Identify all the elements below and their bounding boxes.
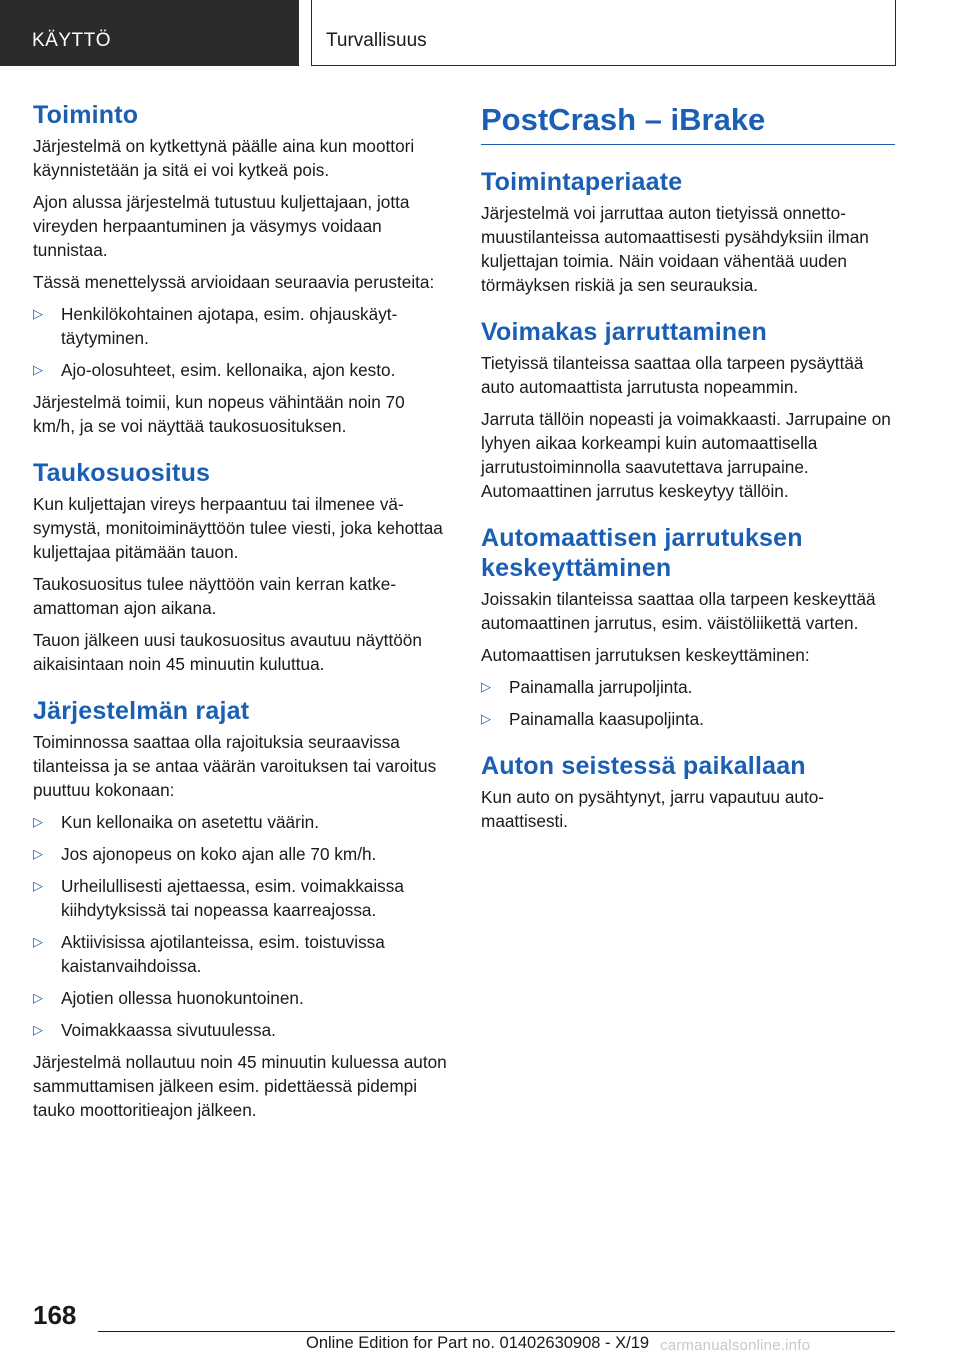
list-item-text: Painamalla jarrupoljinta.: [509, 677, 693, 697]
list-item: [481, 675, 895, 699]
left-column: [33, 100, 449, 1130]
list-item: [33, 842, 449, 866]
paragraph: Järjestelmä nollautuu noin 45 minuutin kuluessa auton sammuttamisen jälkeen esim. pidettäessä pidempi tauko moottoritieajon jälkeen.: [33, 1052, 447, 1120]
triangle-bullet-icon: ▷: [481, 711, 491, 726]
paragraph: Kun kuljettajan vireys herpaantuu tai ilmenee väsymystä, monitoiminäyttöön tulee viesti, joka kehottaa kuljettajaa pitämään tauon.: [33, 494, 443, 562]
page-footer: [0, 1290, 960, 1362]
paragraph: Jarruta tällöin nopeasti ja voimakkaasti. Jarrupaine on lyhyen aikaa korkeampi kuin automaattisella jarrutustoiminnolla saavutettava jarrupaine. Automaattinen jarrutus keskeytyy tällöin.: [481, 409, 891, 501]
heading-jarrutuksen-keskeyttaminen: Automaattisen jarrutuksen keskeyttäminen: [481, 524, 803, 582]
list-item: [33, 874, 449, 922]
triangle-bullet-icon: ▷: [33, 1022, 43, 1037]
paragraph: Automaattisen jarrutuksen keskeyttäminen:: [481, 645, 810, 665]
criteria-list: [33, 302, 449, 382]
paragraph: Kun auto on pysähtynyt, jarru vapautuu automaattisesti.: [481, 787, 825, 831]
footer-divider: [98, 1331, 895, 1332]
heading-toiminto: Toiminto: [33, 101, 139, 129]
paragraph: Järjestelmä toimii, kun nopeus vähintään noin 70 km/h, ja se voi näyttää taukosuosituksen.: [33, 392, 405, 436]
list-item-text: Ajo-olosuhteet, esim. kellonaika, ajon kesto.: [61, 360, 396, 380]
list-item-text: Urheilullisesti ajettaessa, esim. voimakkaissa kiihdytyksissä tai nopeassa kaarreajossa.: [61, 876, 404, 920]
heading-taukosuositus: Taukosuositus: [33, 459, 211, 487]
triangle-bullet-icon: ▷: [33, 934, 43, 949]
heading-auton-seistessa: Auton seistessä paikallaan: [481, 752, 806, 780]
triangle-bullet-icon: ▷: [33, 878, 43, 893]
triangle-bullet-icon: ▷: [481, 679, 491, 694]
heading-toimintaperiaate: Toimintaperiaate: [481, 168, 683, 196]
triangle-bullet-icon: ▷: [33, 306, 43, 321]
heading-jarjestelman-rajat: Järjestelmän rajat: [33, 697, 250, 725]
list-item-text: Jos ajonopeus on koko ajan alle 70 km/h.: [61, 844, 377, 864]
paragraph: Tauon jälkeen uusi taukosuositus avautuu näyttöön aikaisintaan noin 45 minuutin kuluttua.: [33, 630, 422, 674]
triangle-bullet-icon: ▷: [33, 362, 43, 377]
list-item-text: Painamalla kaasupoljinta.: [509, 709, 704, 729]
triangle-bullet-icon: ▷: [33, 814, 43, 829]
heading-voimakas-jarruttaminen: Voimakas jarruttaminen: [481, 318, 767, 346]
paragraph: Järjestelmä on kytkettynä päälle aina kun moottori käynnistetään ja sitä ei voi kytkeä pois.: [33, 136, 415, 180]
section-tab: KÄYTTÖ: [0, 0, 299, 66]
paragraph: Ajon alussa järjestelmä tutustuu kuljettajaan, jotta vireyden herpaantuminen ja väsymys voidaan tunnistaa.: [33, 192, 410, 260]
list-item-text: Aktiivisissa ajotilanteissa, esim. toistuvissa kaistanvaihdoissa.: [61, 932, 385, 976]
page-header: [0, 0, 960, 66]
list-item: [33, 986, 449, 1010]
list-item: [33, 358, 449, 382]
list-item-text: Ajotien ollessa huonokuntoinen.: [61, 988, 304, 1008]
triangle-bullet-icon: ▷: [33, 846, 43, 861]
list-item-text: Voimakkaassa sivutuulessa.: [61, 1020, 276, 1040]
edition-text: Online Edition for Part no. 01402630908 - X/19: [306, 1334, 650, 1352]
interrupt-list: [481, 675, 895, 731]
triangle-bullet-icon: ▷: [33, 990, 43, 1005]
list-item: [33, 1018, 449, 1042]
limits-list: [33, 810, 449, 1042]
list-item-text: Kun kellonaika on asetettu väärin.: [61, 812, 319, 832]
page-number: 168: [33, 1300, 77, 1330]
list-item: [481, 707, 895, 731]
paragraph: Järjestelmä voi jarruttaa auton tietyissä onnettomuustilanteissa automaattisesti pysähdyksiin ilman kuljettajan toimia. Näin voidaan vähentää uuden törmäyksen riskiä ja sen seurauksia.: [481, 203, 869, 295]
chapter-tab: Turvallisuus: [311, 0, 896, 66]
page-title: PostCrash – iBrake: [481, 100, 895, 145]
watermark: carmanualsonline.info: [660, 1337, 811, 1354]
paragraph: Toiminnossa saattaa olla rajoituksia seuraavissa tilanteissa ja se antaa väärän varoituksen tai varoitus puuttuu kokonaan:: [33, 732, 437, 800]
list-item: [33, 930, 449, 978]
paragraph: Tässä menettelyssä arvioidaan seuraavia perusteita:: [33, 272, 435, 292]
paragraph: Taukosuositus tulee näyttöön vain kerran katkeamattoman ajon aikana.: [33, 574, 397, 618]
right-column: [481, 100, 895, 841]
list-item: [33, 810, 449, 834]
paragraph: Joissakin tilanteissa saattaa olla tarpeen keskeyttää automaattinen jarrutus, esim. väistöliikettä varten.: [481, 589, 876, 633]
list-item-text: Henkilökohtainen ajotapa, esim. ohjauskäyttäytyminen.: [61, 304, 398, 348]
list-item: [33, 302, 449, 350]
paragraph: Tietyissä tilanteissa saattaa olla tarpeen pysäyttää auto automaattista jarrutusta nopeammin.: [481, 353, 864, 397]
